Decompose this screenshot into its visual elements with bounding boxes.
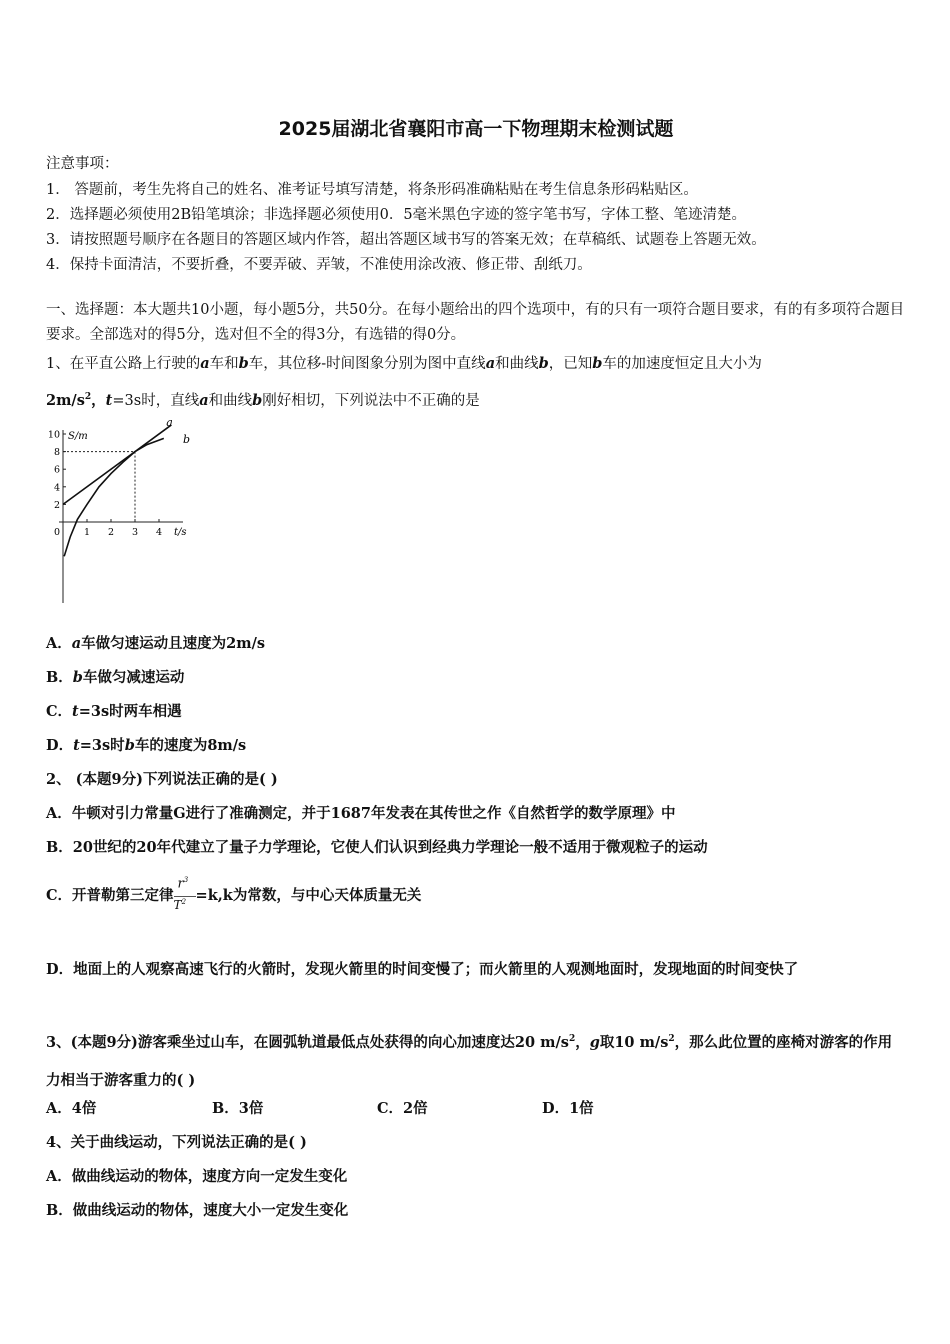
x-tick-label: 0: [54, 527, 61, 538]
kepler-fraction: $\frac{r^3}{T^2}$: [174, 876, 196, 916]
q1-option-d[interactable]: D．t=3s时b车的速度为8m/s: [46, 737, 247, 754]
y-tick-label: 8: [53, 447, 60, 459]
notice-item-4: 4．保持卡面清洁，不要折叠，不要弄破、弄皱，不准使用涂改液、修正带、刮纸刀。: [46, 257, 592, 273]
series-label-a: a: [166, 416, 173, 430]
notice-item-3: 3．请按照题号顺序在各题目的答题区域内作答，超出答题区域书写的答案无效；在草稿纸、试题卷上答题无效。: [46, 232, 766, 248]
q3-option-d[interactable]: D．1倍: [542, 1100, 594, 1117]
q3-option-a[interactable]: A．4倍: [46, 1100, 97, 1117]
q4-option-b[interactable]: B．做曲线运动的物体，速度大小一定发生变化: [46, 1202, 349, 1219]
q4-option-a[interactable]: A．做曲线运动的物体，速度方向一定发生变化: [46, 1168, 348, 1185]
q1-stem-line1: 1、在平直公路上行驶的a车和b车，其位移-时间图象分别为图中直线a和曲线b，已知b车的加速度恒定且大小为: [46, 355, 762, 372]
series-label-b: b: [183, 432, 191, 446]
q3-stem: 3、(本题9分)游客乘坐过山车，在圆弧轨道最低点处获得的向心加速度达20 $m/s^2$，g取10 $m/s^2$，那么此位置的座椅对游客的作用力相当于游客重力的( ): [46, 1033, 893, 1089]
x-tick-label: 4: [156, 527, 163, 538]
q2-option-a[interactable]: A．牛顿对引力常量G进行了准确测定，并于1687年发表在其传世之作《自然哲学的数学原理》中: [46, 805, 676, 822]
y-tick-label: 4: [53, 482, 60, 494]
y-axis-label: S/m: [68, 431, 88, 442]
y-tick-label: 6: [53, 464, 60, 476]
x-tick-label: 3: [132, 527, 139, 538]
q4-stem: 4、关于曲线运动，下列说法正确的是( ): [46, 1134, 307, 1151]
q2-option-d[interactable]: D．地面上的人观察高速飞行的火箭时，发现火箭里的时间变慢了；而火箭里的人观测地面时，发现地面的时间变快了: [46, 961, 799, 978]
x-tick-label: 1: [84, 527, 91, 538]
q1-stem-line2: $2m/s^2$，t=3s时，直线a和曲线b刚好相切，下列说法中不正确的是: [46, 392, 480, 409]
q2-option-c[interactable]: C．开普勒第三定律 $\frac{r^3}{T^2}$ =k,k为常数，与中心天体质量无关: [46, 876, 421, 916]
q2-stem: 2、 (本题9分)下列说法正确的是( ): [46, 771, 278, 788]
position-time-graph: [46, 416, 221, 610]
page-title: 2025届湖北省襄阳市高一下物理期末检测试题: [278, 118, 674, 140]
y-tick-label: 10: [47, 429, 60, 441]
x-axis-label: t/s: [174, 527, 187, 538]
series-b: [64, 438, 164, 556]
section-intro: 一、选择题：本大题共10小题，每小题5分，共50分。在每小题给出的四个选项中，有的只有一项符合题目要求，有的有多项符合题目要求。全部选对的得5分，选对但不全的得3分，有选错的得0分。: [46, 302, 905, 343]
q3-option-c[interactable]: C．2倍: [377, 1100, 428, 1117]
q1-option-c[interactable]: C．t=3s时两车相遇: [46, 703, 182, 720]
notice-heading: 注意事项：: [46, 156, 119, 172]
q1-option-b[interactable]: B．b车做匀减速运动: [46, 669, 185, 686]
q3-option-b[interactable]: B．3倍: [212, 1100, 264, 1117]
chart-axes: [59, 430, 187, 603]
notice-item-2: 2．选择题必须使用2B铅笔填涂；非选择题必须使用0．5毫米黑色字迹的签字笔书写，字体工整、笔迹清楚。: [46, 207, 747, 223]
y-tick-label: 2: [53, 499, 60, 511]
notice-item-1: 1． 答题前，考生先将自己的姓名、准考证号填写清楚，将条形码准确粘贴在考生信息条形码粘贴区。: [46, 182, 698, 198]
q2-option-b[interactable]: B．20世纪的20年代建立了量子力学理论，它使人们认识到经典力学理论一般不适用于微观粒子的运动: [46, 839, 708, 856]
x-tick-label: 2: [108, 527, 115, 538]
q1-option-a[interactable]: A．a车做匀速运动且速度为2m/s: [46, 635, 266, 652]
